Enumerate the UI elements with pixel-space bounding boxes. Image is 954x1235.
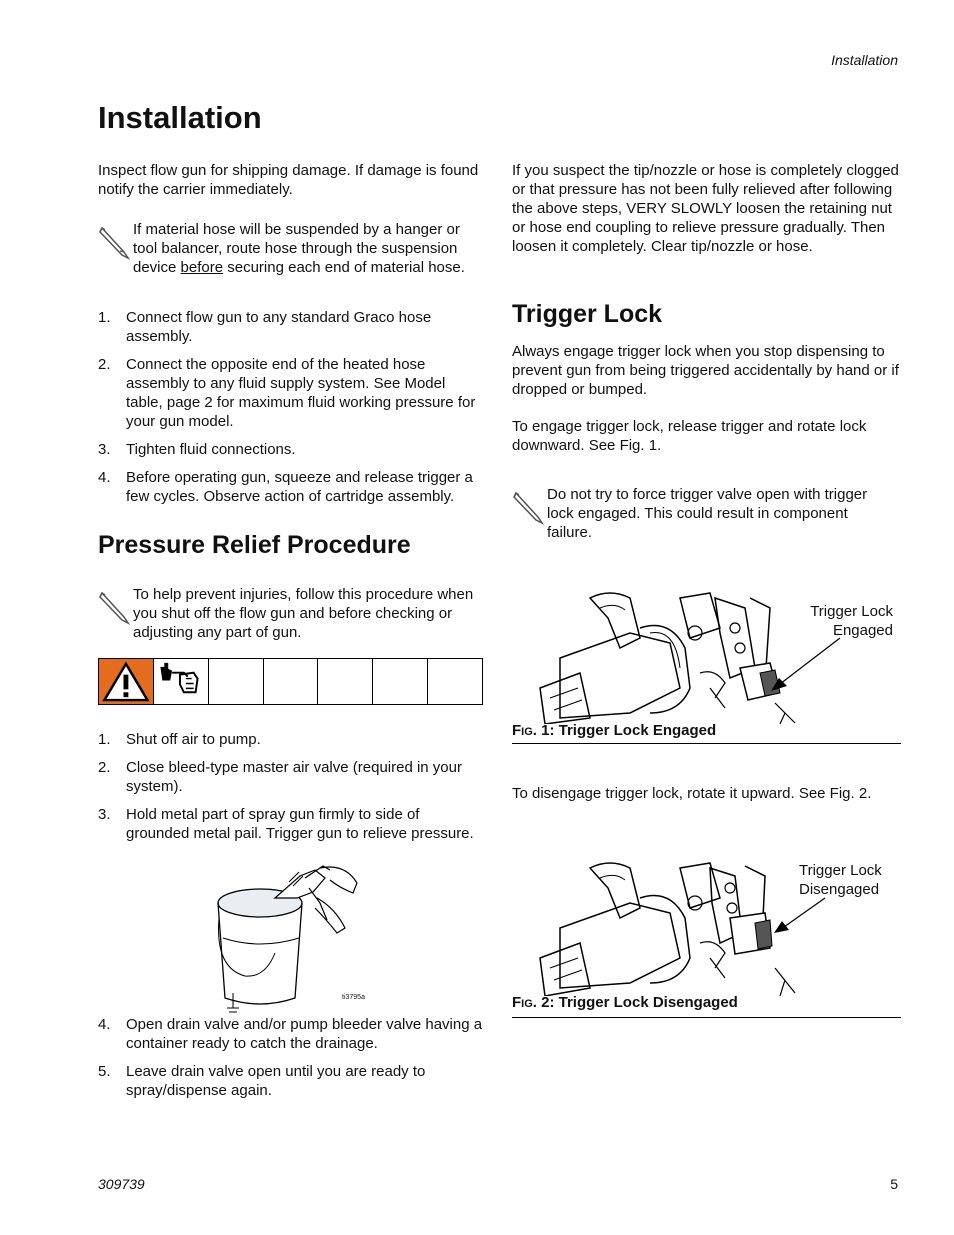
note-hose-line2: tool balancer, route hose through the suspension	[133, 240, 458, 257]
empty-cell	[372, 659, 427, 704]
pencil-icon	[98, 224, 130, 260]
pressure-steps-b	[98, 1015, 486, 1109]
pressure-steps-a	[98, 730, 486, 852]
fig1-divider	[512, 743, 901, 744]
note-hose-emphasis: before	[180, 259, 224, 276]
empty-cell	[427, 659, 482, 704]
fig1-callout	[808, 602, 893, 640]
note-trigger	[512, 485, 900, 545]
fig2-callout-line2: Disengaged	[799, 881, 880, 898]
gun-trigger-lock-illustration	[520, 858, 810, 996]
list-item: 2. Close bleed-type master air valve (required in your system).	[98, 759, 462, 795]
warning-cell	[99, 659, 153, 704]
page-number: 5	[890, 1176, 898, 1192]
empty-cell	[208, 659, 263, 704]
pressure-relief-heading: Pressure Relief Procedure	[98, 531, 411, 559]
pencil-icon	[512, 489, 544, 525]
fig1-caption: FIG. 1: Trigger Lock Engaged	[512, 722, 717, 739]
note-hose-line1: If material hose will be suspended by a hanger or	[133, 221, 460, 238]
fig1-callout-line1: Trigger Lock	[810, 603, 893, 620]
note-hose	[98, 220, 488, 280]
fig1-callout-arrow	[765, 636, 845, 696]
fig2-divider	[512, 1017, 901, 1018]
clogged-tip-text: If you suspect the tip/nozzle or hose is completely clogged or that pressure has not been fully relieved after following the above steps, VERY SLOWLY loosen the retaining nut or hose end coupling to relieve pressure gradually. Then loosen it completely. Clear tip/nozzle or hose.	[512, 162, 899, 255]
trigger-lock-heading: Trigger Lock	[512, 300, 663, 328]
warning-symbol-table	[98, 658, 483, 705]
page-title: Installation	[98, 100, 262, 135]
list-item: 4. Before operating gun, squeeze and release trigger a few cycles. Observe action of cartridge assembly.	[98, 469, 473, 505]
install-steps	[98, 308, 486, 515]
list-item: 1. Shut off air to pump.	[98, 731, 261, 748]
trigger-lock-para1: Always engage trigger lock when you stop dispensing to prevent gun from being triggered accidentally by hand or if dropped or bumped.	[512, 343, 899, 398]
list-item: 3. Hold metal part of spray gun firmly to side of grounded metal pail. Trigger gun to relieve pressure.	[98, 806, 474, 842]
figure-2	[520, 858, 810, 996]
running-header: Installation	[831, 52, 898, 68]
list-item: 5. Leave drain valve open until you are ready to spray/dispense again.	[98, 1063, 426, 1099]
pressure-hand-cell	[153, 659, 208, 704]
trigger-lock-para2: To engage trigger lock, release trigger and rotate lock downward. See Fig. 1.	[512, 418, 867, 454]
note-trigger-text: Do not try to force trigger valve open with trigger lock engaged. This could result in component failure.	[547, 486, 868, 541]
list-item: 2. Connect the opposite end of the heated hose assembly to any fluid supply system. See Model table, page 2 for maximum fluid working pressure for your gun model.	[98, 356, 476, 430]
list-item: 4. Open drain valve and/or pump bleeder valve having a container ready to catch the drainage.	[98, 1016, 483, 1052]
pencil-icon	[98, 589, 130, 625]
figure-id: ti3795a	[342, 994, 365, 1001]
intro-text: Inspect flow gun for shipping damage. If damage is found notify the carrier immediately.	[98, 162, 479, 198]
pressure-hand-icon	[154, 659, 208, 704]
fig2-caption: FIG. 2: Trigger Lock Disengaged	[512, 994, 738, 1011]
list-item: 1. Connect flow gun to any standard Graco hose assembly.	[98, 309, 432, 345]
note-hose-line3-pre: device	[133, 259, 181, 276]
empty-cell	[263, 659, 318, 704]
fig2-callout-line1: Trigger Lock	[799, 862, 882, 879]
note-pressure-text: To help prevent injuries, follow this procedure when you shut off the flow gun and before checking or adjusting any part of gun.	[133, 586, 474, 641]
fig2-callout-arrow	[770, 895, 830, 940]
note-pressure	[98, 585, 488, 645]
doc-number: 309739	[98, 1176, 145, 1192]
pail-figure	[205, 858, 370, 1018]
trigger-lock-para3: To disengage trigger lock, rotate it upward. See Fig. 2.	[512, 785, 872, 802]
fig2-callout	[799, 861, 899, 899]
warning-triangle-icon	[99, 659, 153, 704]
list-item: 3. Tighten fluid connections.	[98, 441, 296, 458]
fig1-callout-line2: Engaged	[832, 622, 893, 639]
note-hose-line3-post: securing each end of material hose.	[223, 259, 465, 276]
empty-cell	[317, 659, 372, 704]
